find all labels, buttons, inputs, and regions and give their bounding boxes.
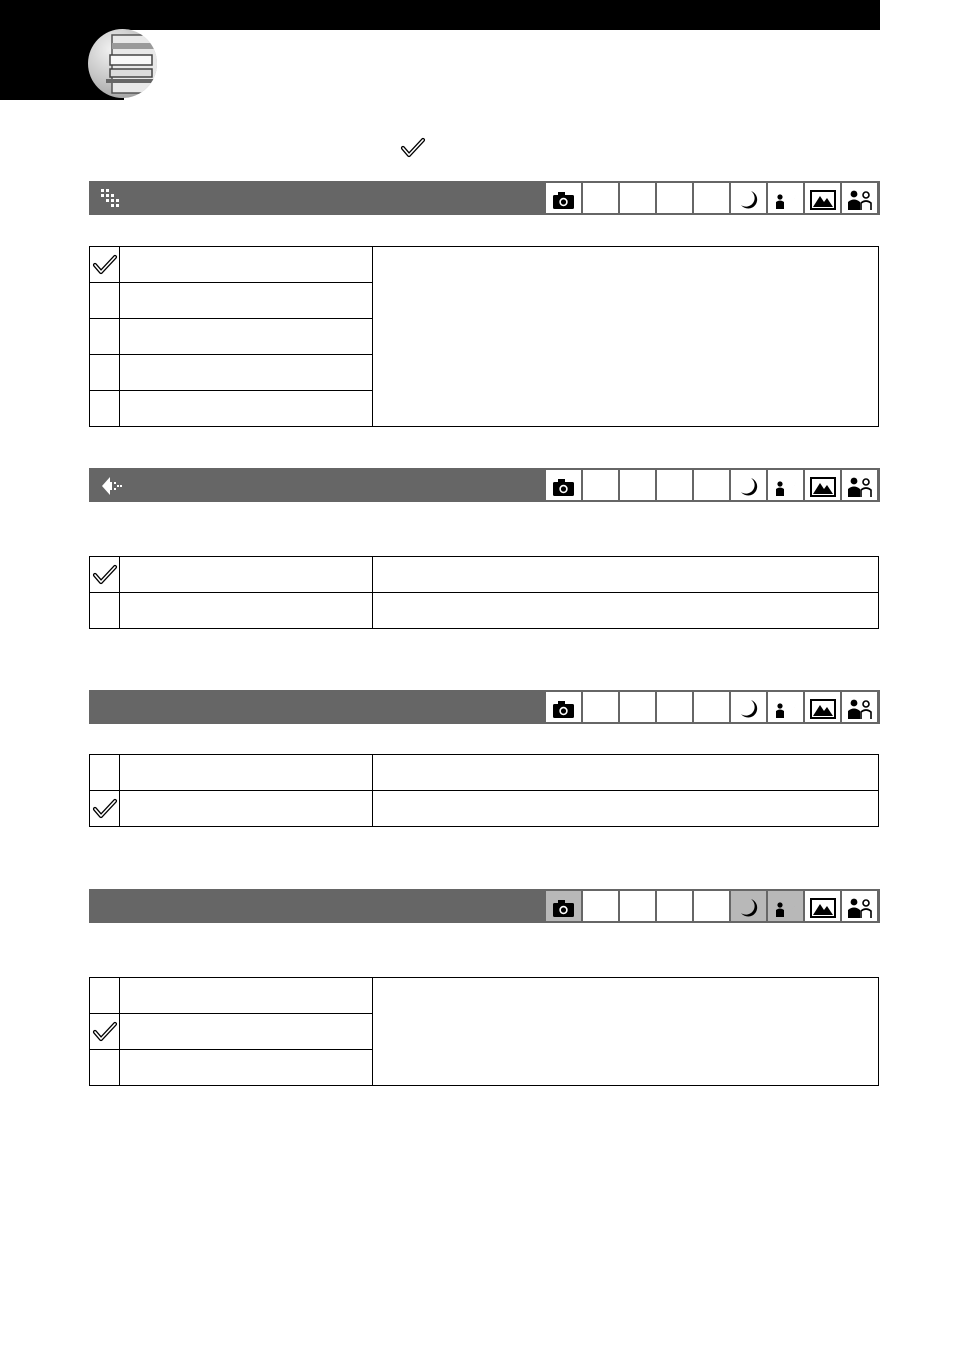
mode-twilight-icon (731, 470, 766, 500)
mode-blank (657, 692, 692, 722)
default-marker-cell (90, 755, 120, 791)
scene-mode-row (546, 470, 879, 500)
mode-twilight-portrait-icon (768, 891, 803, 921)
option-name-cell (120, 247, 373, 283)
mode-blank (694, 470, 729, 500)
mode-blank (620, 692, 655, 722)
table-row (90, 978, 879, 1014)
option-name-cell (120, 355, 373, 391)
default-marker-cell (90, 355, 120, 391)
default-marker-cell (90, 283, 120, 319)
mode-twilight-portrait-icon (768, 692, 803, 722)
default-marker-cell (90, 978, 120, 1014)
default-marker-cell (90, 1050, 120, 1086)
option-name-cell (120, 283, 373, 319)
table-row (90, 557, 879, 593)
mode-blank (583, 692, 618, 722)
options-table-1 (89, 246, 879, 427)
mode-twilight-icon (731, 183, 766, 213)
mode-blank (657, 183, 692, 213)
mode-blank (657, 891, 692, 921)
checkmark-icon (92, 563, 118, 587)
table-row (90, 247, 879, 283)
default-marker-cell (90, 1014, 120, 1050)
mode-twilight-icon (731, 891, 766, 921)
options-table-3 (89, 754, 879, 827)
section-4 (89, 889, 880, 923)
scene-mode-row (546, 891, 879, 921)
mode-camera-auto-icon (546, 891, 581, 921)
mode-landscape-icon (805, 891, 840, 921)
option-name-cell (120, 1014, 373, 1050)
default-marker-cell (90, 791, 120, 827)
table-row (90, 755, 879, 791)
mode-twilight-icon (731, 692, 766, 722)
mode-blank (583, 470, 618, 500)
mode-landscape-icon (805, 470, 840, 500)
checkmark-icon (92, 1020, 118, 1044)
default-marker-cell (90, 593, 120, 629)
option-name-cell (120, 755, 373, 791)
option-description-cell (373, 755, 879, 791)
option-name-cell (120, 1050, 373, 1086)
section-3 (89, 690, 880, 724)
burst-icon (99, 475, 123, 497)
option-name-cell (120, 391, 373, 427)
option-description-cell (373, 593, 879, 629)
mode-blank (694, 692, 729, 722)
default-marker-cell (90, 557, 120, 593)
checkmark-icon (92, 797, 118, 821)
option-name-cell (120, 593, 373, 629)
checkmark-icon (400, 136, 426, 160)
checkmark-icon (92, 253, 118, 277)
options-table-4 (89, 977, 879, 1086)
table-row (90, 593, 879, 629)
option-name-cell (120, 557, 373, 593)
option-description-cell (373, 978, 879, 1086)
mode-twilight-portrait-icon (768, 183, 803, 213)
mode-landscape-icon (805, 183, 840, 213)
mode-soft-snap-icon (842, 470, 877, 500)
mode-soft-snap-icon (842, 692, 877, 722)
default-marker-cell (90, 391, 120, 427)
option-name-cell (120, 791, 373, 827)
mode-soft-snap-icon (842, 183, 877, 213)
mode-blank (583, 183, 618, 213)
default-marker-cell (90, 247, 120, 283)
mode-blank (620, 470, 655, 500)
mode-blank (620, 891, 655, 921)
scene-mode-row (546, 692, 879, 722)
chapter-menu-icon (88, 29, 157, 98)
mode-blank (583, 891, 618, 921)
mode-soft-snap-icon (842, 891, 877, 921)
header-bar (0, 0, 880, 30)
option-description-cell (373, 791, 879, 827)
mode-blank (620, 183, 655, 213)
option-name-cell (120, 978, 373, 1014)
option-name-cell (120, 319, 373, 355)
mode-camera-auto-icon (546, 470, 581, 500)
table-row (90, 791, 879, 827)
mode-blank (694, 891, 729, 921)
options-table-2 (89, 556, 879, 629)
mode-landscape-icon (805, 692, 840, 722)
mode-camera-auto-icon (546, 183, 581, 213)
default-marker-cell (90, 319, 120, 355)
mode-twilight-portrait-icon (768, 470, 803, 500)
mode-blank (694, 183, 729, 213)
mode-blank (657, 470, 692, 500)
image-size-icon (99, 188, 123, 210)
section-image-size (89, 181, 880, 215)
mode-camera-auto-icon (546, 692, 581, 722)
section-burst (89, 468, 880, 502)
option-description-cell (373, 557, 879, 593)
option-description-cell (373, 247, 879, 427)
scene-mode-row (546, 183, 879, 213)
